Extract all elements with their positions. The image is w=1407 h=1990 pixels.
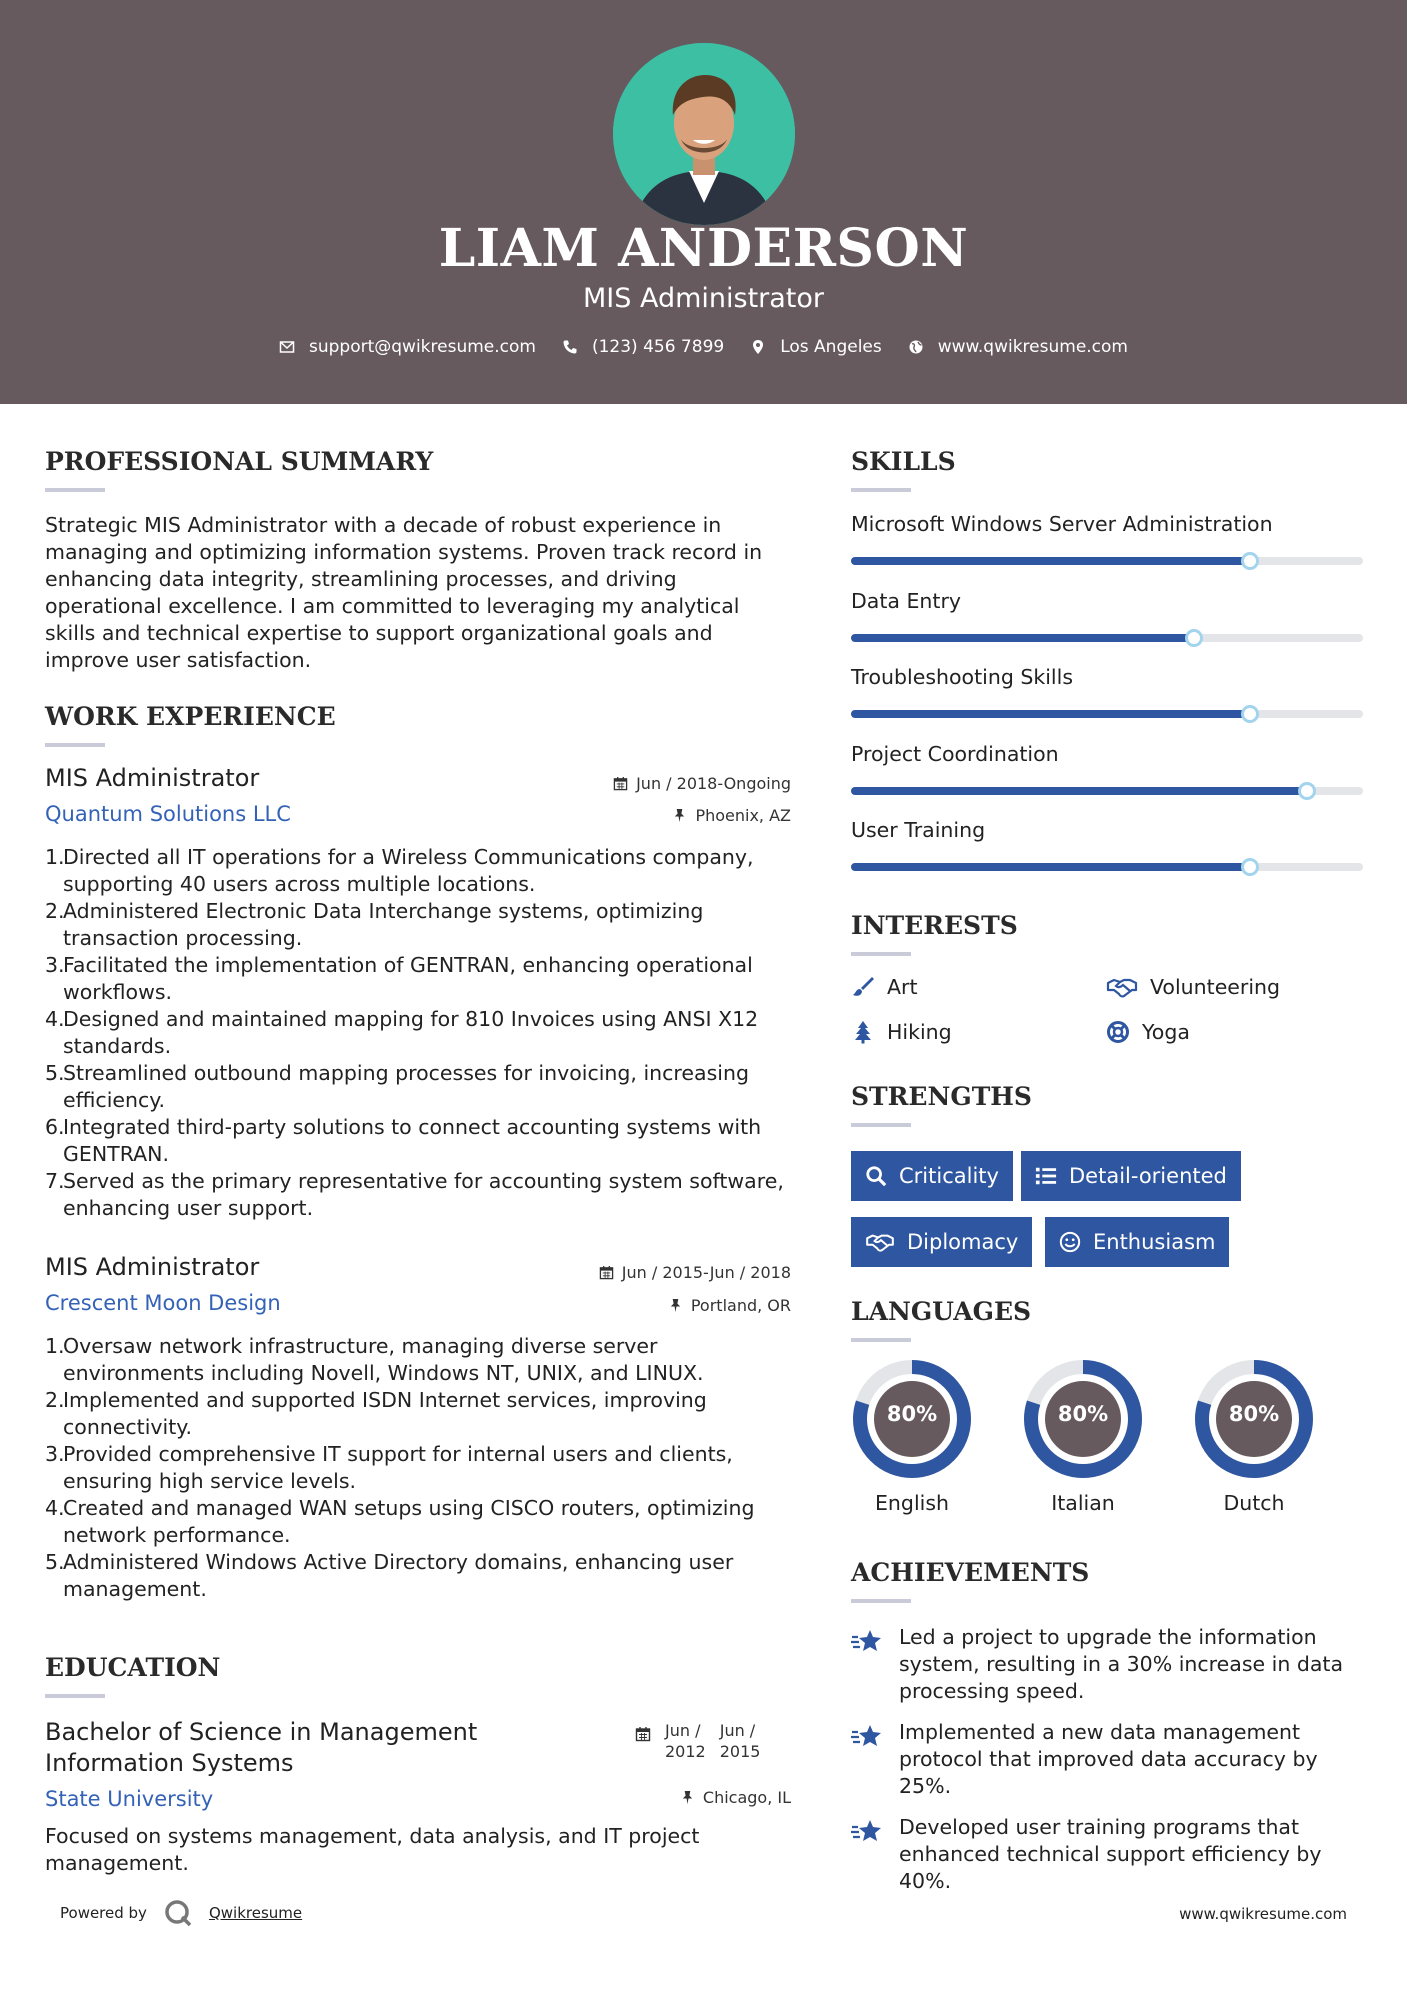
contact-phone[interactable] <box>562 337 724 357</box>
list-item: 2. Administered Electronic Data Interchange systems, optimizing transaction processing. <box>45 899 704 950</box>
education-end <box>720 1720 761 1762</box>
list-item: 7. Served as the primary representative for accounting system software, enhancing user support. <box>45 1169 784 1220</box>
achievement-text: Implemented a new data management protocol that improved data accuracy by 25%. <box>899 1720 1318 1798</box>
school-name: State University <box>45 1787 214 1811</box>
website-text: www.qwikresume.com <box>937 337 1128 357</box>
paintbrush-icon <box>851 975 875 999</box>
pushpin-icon <box>668 1298 683 1313</box>
language-label: Dutch <box>1223 1491 1285 1515</box>
education-location <box>680 1788 791 1807</box>
powered-by-label: Powered by <box>60 1904 147 1922</box>
start-month: Jun / <box>665 1721 701 1740</box>
contact-email[interactable] <box>279 337 536 357</box>
calendar-icon <box>613 776 628 791</box>
contact-website[interactable] <box>908 337 1128 357</box>
language-label: Italian <box>1051 1491 1115 1515</box>
experience-divider <box>45 743 105 747</box>
achievement-item <box>851 1624 1371 1705</box>
handshake-icon <box>1106 975 1138 999</box>
job-bullets <box>45 1333 795 1603</box>
achievement-item <box>851 1814 1371 1895</box>
interest-item <box>1106 975 1280 999</box>
skill-bar-knob <box>1185 629 1203 647</box>
language-item <box>851 1358 973 1515</box>
list-item: 1. Directed all IT operations for a Wireless Communications company, supporting 40 users across multiple locations. <box>45 845 754 896</box>
job-location-text: Portland, OR <box>690 1296 791 1315</box>
contact-bar <box>0 337 1407 357</box>
list-item: 5. Administered Windows Active Directory domains, enhancing user management. <box>45 1550 734 1601</box>
language-percent: 80% <box>1228 1402 1280 1426</box>
achievement-text: Developed user training programs that enhanced technical support efficiency by 40%. <box>899 1815 1322 1893</box>
interest-label: Volunteering <box>1150 975 1281 999</box>
phone-icon <box>562 339 578 355</box>
globe-icon <box>908 339 924 355</box>
strength-label: Detail-oriented <box>1069 1164 1227 1188</box>
list-item: 1. Oversaw network infrastructure, managing diverse server environments including Novell, Windows NT, UNIX, and LINUX. <box>45 1334 704 1385</box>
skill-bar-fill <box>851 710 1250 718</box>
skill-bar <box>851 557 1363 565</box>
end-month: Jun / <box>719 1721 756 1740</box>
achievements-divider <box>851 1599 911 1603</box>
job-dates-text: Jun / 2015-Jun / 2018 <box>621 1263 791 1282</box>
strength-label: Criticality <box>899 1164 999 1188</box>
job-location-text: Phoenix, AZ <box>695 806 791 825</box>
shooting-star-icon <box>851 1818 883 1846</box>
list-item: 4. Designed and maintained mapping for 810 Invoices using ANSI X12 standards. <box>45 1007 759 1058</box>
interests-heading: INTERESTS <box>851 911 1018 940</box>
tree-icon <box>851 1020 875 1044</box>
qwikresume-logo-icon <box>163 1898 193 1928</box>
interests-divider <box>851 952 911 956</box>
skill-bar-knob <box>1241 705 1259 723</box>
degree-title: Bachelor of Science in Management Information Systems <box>45 1718 478 1777</box>
education-start <box>665 1720 706 1762</box>
calendar-icon <box>635 1726 651 1742</box>
strength-label: Diplomacy <box>907 1230 1019 1254</box>
achievements-heading: ACHIEVEMENTS <box>851 1558 1090 1587</box>
pushpin-icon <box>680 1790 695 1805</box>
brand-link[interactable]: Qwikresume <box>208 1904 303 1922</box>
education-dates <box>635 1720 760 1762</box>
candidate-title: MIS Administrator <box>582 283 825 314</box>
interest-item <box>1106 1020 1190 1044</box>
skills-heading: SKILLS <box>851 447 956 476</box>
powered-by <box>60 1898 302 1928</box>
skill-bar <box>851 787 1363 795</box>
strength-badge <box>1045 1217 1229 1267</box>
start-year: 2012 <box>665 1742 706 1761</box>
list-item: 6. Integrated third-party solutions to connect accounting systems with GENTRAN. <box>45 1115 762 1166</box>
resume-header <box>0 0 1407 404</box>
smile-icon <box>1059 1231 1081 1253</box>
skill-label: Project Coordination <box>851 741 1059 766</box>
company-name: Quantum Solutions LLC <box>45 802 291 826</box>
skill-bar-knob <box>1241 552 1259 570</box>
job-dates <box>613 774 791 793</box>
pushpin-icon <box>672 808 687 823</box>
strength-badge <box>1021 1151 1241 1201</box>
list-item: 3. Provided comprehensive IT support for internal users and clients, ensuring high service levels. <box>45 1442 733 1493</box>
education-heading: EDUCATION <box>45 1653 221 1682</box>
job-bullets <box>45 844 795 1222</box>
skill-label: Troubleshooting Skills <box>851 665 1074 689</box>
contact-location <box>750 337 882 357</box>
strength-badge <box>851 1151 1013 1201</box>
list-item: 5. Streamlined outbound mapping processes for invoicing, increasing efficiency. <box>45 1061 749 1112</box>
shooting-star-icon <box>851 1723 883 1751</box>
skill-bar-knob <box>1241 858 1259 876</box>
strength-label: Enthusiasm <box>1093 1230 1216 1254</box>
list-item: 2. Implemented and supported ISDN Internet services, improving connectivity. <box>45 1388 707 1439</box>
list-item: 3. Facilitated the implementation of GENTRAN, enhancing operational workflows. <box>45 953 753 1004</box>
languages-heading: LANGUAGES <box>851 1297 1032 1326</box>
list-icon <box>1035 1165 1057 1187</box>
list-item: 4. Created and managed WAN setups using CISCO routers, optimizing network performance. <box>45 1496 755 1547</box>
language-item <box>1022 1358 1144 1515</box>
interest-label: Hiking <box>887 1020 952 1044</box>
envelope-icon <box>279 339 295 355</box>
education-description: Focused on systems management, data analysis, and IT project management. <box>45 1824 700 1875</box>
job-location <box>668 1296 791 1315</box>
job-title: MIS Administrator <box>45 1253 260 1281</box>
achievement-item <box>851 1719 1371 1800</box>
skill-bar-fill <box>851 557 1250 565</box>
strengths-heading: STRENGTHS <box>851 1082 1032 1111</box>
shooting-star-icon <box>851 1628 883 1656</box>
skill-bar-fill <box>851 634 1194 642</box>
skill-label: Microsoft Windows Server Administration <box>851 512 1273 536</box>
phone-text: (123) 456 7899 <box>591 337 725 357</box>
skill-label: User Training <box>851 818 986 842</box>
end-year: 2015 <box>719 1742 761 1761</box>
profile-photo <box>613 43 795 225</box>
map-pin-icon <box>750 339 766 355</box>
skills-divider <box>851 488 911 492</box>
footer-website[interactable]: www.qwikresume.com <box>1179 1905 1347 1923</box>
interest-label: Art <box>887 975 918 999</box>
languages-divider <box>851 1338 911 1342</box>
strengths-divider <box>851 1123 911 1127</box>
calendar-icon <box>599 1265 614 1280</box>
skill-bar-knob <box>1298 782 1316 800</box>
handshake-icon <box>865 1231 895 1253</box>
job-dates-text: Jun / 2018-Ongoing <box>636 774 791 793</box>
summary-text: Strategic MIS Administrator with a decade of robust experience in managing and optimizing information systems. Proven track record in enhancing data integrity, streamlining processes, and driving operational excellence. I am committed to leveraging my analytical skills and technical expertise to support organizational goals and improve user satisfaction. <box>45 513 763 672</box>
language-label: English <box>874 1491 950 1515</box>
interest-item <box>851 1020 952 1044</box>
job-location <box>672 806 791 825</box>
lifebuoy-icon <box>1106 1020 1130 1044</box>
job-dates <box>599 1263 791 1282</box>
location-text: Los Angeles <box>780 337 882 357</box>
language-percent: 80% <box>1057 1402 1109 1426</box>
language-percent: 80% <box>886 1402 938 1426</box>
skill-bar <box>851 863 1363 871</box>
experience-heading: WORK EXPERIENCE <box>45 702 336 731</box>
job-title: MIS Administrator <box>45 764 260 792</box>
education-divider <box>45 1694 105 1698</box>
interest-label: Yoga <box>1142 1020 1190 1044</box>
achievement-text: Led a project to upgrade the information system, resulting in a 30% increase in data processing speed. <box>899 1625 1344 1703</box>
strength-badge <box>851 1217 1032 1267</box>
summary-heading: PROFESSIONAL SUMMARY <box>45 447 434 476</box>
skill-bar-fill <box>851 863 1250 871</box>
education-location-text: Chicago, IL <box>702 1788 791 1807</box>
skill-bar-fill <box>851 787 1307 795</box>
candidate-name: LIAM ANDERSON <box>438 218 969 279</box>
skill-bar <box>851 634 1363 642</box>
search-icon <box>865 1165 887 1187</box>
person-avatar-icon <box>613 43 795 225</box>
skill-bar <box>851 710 1363 718</box>
interest-item <box>851 975 918 999</box>
company-name: Crescent Moon Design <box>45 1291 281 1315</box>
language-item <box>1193 1358 1315 1515</box>
email-text: support@qwikresume.com <box>309 337 536 357</box>
summary-divider <box>45 488 105 492</box>
skill-label: Data Entry <box>851 588 962 613</box>
